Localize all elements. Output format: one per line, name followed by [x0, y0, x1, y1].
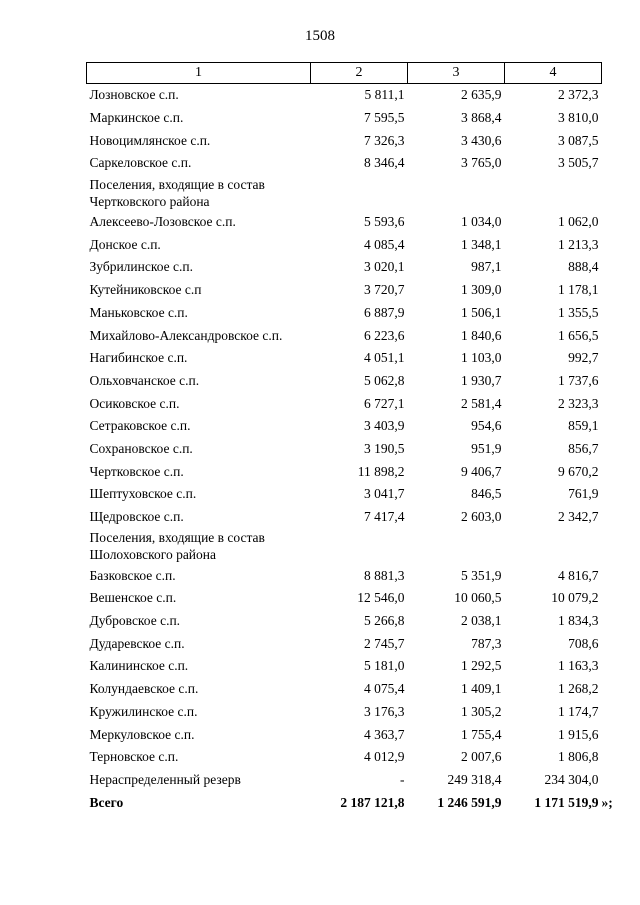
- value-col-3-cell: 1 409,1: [461, 681, 502, 697]
- table-row: [87, 506, 602, 529]
- table-row: [87, 587, 602, 610]
- table-row: [87, 152, 602, 175]
- settlement-name-cell: Маркинское с.п.: [89, 110, 184, 126]
- value-col-3-cell: 3 430,6: [461, 132, 502, 148]
- value-col-4-cell: 2 323,3: [558, 395, 599, 411]
- value-col-3-cell: 2 007,6: [461, 749, 502, 765]
- value-col-2-cell: 6 887,9: [364, 304, 405, 320]
- value-col-4-cell: 1 268,2: [558, 681, 599, 697]
- table-row: [87, 392, 602, 415]
- settlement-name-cell: Алексеево-Лозовское с.п.: [89, 214, 236, 230]
- value-col-2-cell: 4 075,4: [364, 681, 405, 697]
- value-col-3-cell: 2 603,0: [461, 509, 502, 525]
- value-col-2-cell: 3 176,3: [364, 703, 405, 719]
- table-row: [87, 129, 602, 152]
- closing-quote-suffix: »;: [601, 794, 613, 810]
- settlement-name-cell: Вешенское с.п.: [89, 590, 177, 606]
- settlement-name-cell: Терновское с.п.: [89, 749, 179, 765]
- value-col-3-cell: 5 351,9: [461, 567, 502, 583]
- settlement-name-cell: Сетраковское с.п.: [89, 418, 191, 434]
- value-col-3-cell: 3 868,4: [461, 110, 502, 126]
- value-col-2-cell: 12 546,0: [357, 590, 405, 606]
- table-row: [87, 233, 602, 256]
- value-col-4-cell: 1 737,6: [558, 372, 599, 388]
- total-row: [87, 791, 602, 814]
- table-row: [87, 438, 602, 461]
- value-col-2-cell: 3 403,9: [364, 418, 405, 434]
- empty-cell: [311, 175, 408, 211]
- value-col-3-cell: 249 318,4: [447, 771, 502, 787]
- group-header-row: [87, 528, 602, 564]
- table-row: [87, 415, 602, 438]
- table-row: [87, 483, 602, 506]
- column-header-2: 2: [311, 63, 408, 84]
- value-col-2-cell: 5 266,8: [364, 613, 405, 629]
- settlement-name-cell: Колундаевское с.п.: [89, 681, 199, 697]
- value-col-3-cell: 1 305,2: [461, 703, 502, 719]
- value-col-4-cell: 859,1: [568, 418, 599, 434]
- value-col-2-cell: 4 051,1: [364, 350, 405, 366]
- value-col-4-cell: 1 806,8: [558, 749, 599, 765]
- group-header-text: Поселения, входящие в состав Чертковского района: [89, 176, 265, 209]
- value-col-4-cell: 3 505,7: [558, 155, 599, 171]
- value-col-2-cell: 7 417,4: [364, 509, 405, 525]
- value-col-4-cell: 1 174,7: [558, 703, 599, 719]
- value-col-3-cell: 2 038,1: [461, 613, 502, 629]
- value-col-3-cell: 1 103,0: [461, 350, 502, 366]
- value-col-4-cell: 708,6: [568, 635, 599, 651]
- table-row: [87, 723, 602, 746]
- value-col-2-cell: 7 326,3: [364, 132, 405, 148]
- page-number: 1508: [305, 28, 335, 44]
- value-col-3-cell: 1 840,6: [461, 327, 502, 343]
- empty-cell: [311, 528, 408, 564]
- settlement-name-cell: Сохрановское с.п.: [89, 440, 193, 456]
- value-col-3-cell: 2 581,4: [461, 395, 502, 411]
- header-row: [87, 63, 602, 84]
- column-header-4: 4: [505, 63, 602, 84]
- settlement-name-cell: Осиковское с.п.: [89, 395, 180, 411]
- value-col-3-cell: 10 060,5: [454, 590, 502, 606]
- total-label: Всего: [89, 794, 124, 810]
- value-col-3-cell: 1 292,5: [461, 658, 502, 674]
- settlement-name-cell: Шептуховское с.п.: [89, 486, 197, 502]
- settlement-name-cell: Дубровское с.п.: [89, 613, 181, 629]
- value-col-3-cell: 1 348,1: [461, 236, 502, 252]
- value-col-2-cell: 5 062,8: [364, 372, 405, 388]
- empty-cell: [505, 175, 602, 211]
- value-col-2-cell: 8 881,3: [364, 567, 405, 583]
- table-row: [87, 701, 602, 724]
- settlement-name-cell: Базковское с.п.: [89, 567, 176, 583]
- value-col-3-cell: 1 755,4: [461, 726, 502, 742]
- total-value-col-2: 2 187 121,8: [340, 794, 405, 810]
- table-row: [87, 746, 602, 769]
- table-row: [87, 655, 602, 678]
- settlement-name-cell: Зубрилинское с.п.: [89, 259, 193, 275]
- value-col-2-cell: 5 181,0: [364, 658, 405, 674]
- settlement-name-cell: Чертковское с.п.: [89, 463, 184, 479]
- value-col-3-cell: 987,1: [471, 259, 502, 275]
- budget-table: [86, 62, 613, 814]
- table-row: [87, 107, 602, 130]
- value-col-3-cell: 846,5: [471, 486, 502, 502]
- value-col-4-cell: 10 079,2: [551, 590, 599, 606]
- settlement-name-cell: Калининское с.п.: [89, 658, 189, 674]
- table-row: [87, 211, 602, 234]
- total-value-col-4-cell: [505, 791, 613, 814]
- table-row: [87, 256, 602, 279]
- settlement-name-cell: Маньковское с.п.: [89, 304, 188, 320]
- value-col-2-cell: 6 223,6: [364, 327, 405, 343]
- value-col-3-cell: 1 034,0: [461, 214, 502, 230]
- settlement-name-cell: Кутейниковское с.п: [89, 282, 202, 298]
- value-col-4-cell: 1 915,6: [558, 726, 599, 742]
- column-header-1: 1: [87, 63, 311, 84]
- settlement-name-cell: Кружилинское с.п.: [89, 703, 198, 719]
- settlement-name-cell: Лозновское с.п.: [89, 87, 179, 103]
- value-col-4-cell: 234 304,0: [544, 771, 599, 787]
- value-col-2-cell: -: [400, 771, 405, 787]
- value-col-3-cell: 9 406,7: [461, 463, 502, 479]
- table-row: [87, 769, 602, 792]
- value-col-4-cell: 1 213,3: [558, 236, 599, 252]
- settlement-name-cell: Михайлово-Александровское с.п.: [89, 327, 283, 343]
- table-row: [87, 370, 602, 393]
- value-col-4-cell: 3 810,0: [558, 110, 599, 126]
- value-col-2-cell: 8 346,4: [364, 155, 405, 171]
- value-col-2-cell: 3 190,5: [364, 440, 405, 456]
- value-col-3-cell: 2 635,9: [461, 87, 502, 103]
- value-col-4-cell: 2 342,7: [558, 509, 599, 525]
- table-row: [87, 460, 602, 483]
- table-row: [87, 632, 602, 655]
- value-col-2-cell: 7 595,5: [364, 110, 405, 126]
- total-value-col-3: 1 246 591,9: [437, 794, 502, 810]
- settlement-name-cell: Нагибинское с.п.: [89, 350, 188, 366]
- value-col-3-cell: 1 309,0: [461, 282, 502, 298]
- value-col-2-cell: 5 593,6: [364, 214, 405, 230]
- value-col-4-cell: 761,9: [568, 486, 599, 502]
- table-row: [87, 84, 602, 107]
- value-col-2-cell: 4 012,9: [364, 749, 405, 765]
- value-col-4-cell: 1 178,1: [558, 282, 599, 298]
- group-header-text: Поселения, входящие в состав Шолоховского района: [89, 530, 265, 563]
- value-col-4-cell: 1 355,5: [558, 304, 599, 320]
- value-col-2-cell: 2 745,7: [364, 635, 405, 651]
- value-col-3-cell: 3 765,0: [461, 155, 502, 171]
- settlement-name-cell: Донское с.п.: [89, 236, 161, 252]
- settlement-name-cell: Ольховчанское с.п.: [89, 372, 200, 388]
- table-row: [87, 302, 602, 325]
- value-col-4-cell: 3 087,5: [558, 132, 599, 148]
- value-col-4-cell: 1 834,3: [558, 613, 599, 629]
- value-col-2-cell: 4 363,7: [364, 726, 405, 742]
- value-col-3-cell: 954,6: [471, 418, 502, 434]
- value-col-4-cell: 1 656,5: [558, 327, 599, 343]
- empty-cell: [505, 528, 602, 564]
- table-row: [87, 324, 602, 347]
- empty-cell: [408, 175, 505, 211]
- value-col-4-cell: 856,7: [568, 440, 599, 456]
- table-row: [87, 279, 602, 302]
- value-col-2-cell: 5 811,1: [364, 87, 405, 103]
- settlement-name-cell: Саркеловское с.п.: [89, 155, 192, 171]
- value-col-4-cell: 1 163,3: [558, 658, 599, 674]
- table-row: [87, 610, 602, 633]
- value-col-4-cell: 9 670,2: [558, 463, 599, 479]
- value-col-2-cell: 3 720,7: [364, 282, 405, 298]
- total-value-wrapper: [534, 794, 613, 810]
- value-col-4-cell: 1 062,0: [558, 214, 599, 230]
- value-col-3-cell: 1 930,7: [461, 372, 502, 388]
- table-row: [87, 347, 602, 370]
- value-col-2-cell: 3 041,7: [364, 486, 405, 502]
- value-col-3-cell: 1 506,1: [461, 304, 502, 320]
- value-col-3-cell: 787,3: [471, 635, 502, 651]
- value-col-2-cell: 4 085,4: [364, 236, 405, 252]
- table-row: [87, 678, 602, 701]
- settlement-name-cell: Щедровское с.п.: [89, 509, 184, 525]
- empty-cell: [408, 528, 505, 564]
- column-header-3: 3: [408, 63, 505, 84]
- settlement-name-cell: Новоцимлянское с.п.: [89, 132, 211, 148]
- value-col-4-cell: 888,4: [568, 259, 599, 275]
- settlement-name-cell: Дударевское с.п.: [89, 635, 185, 651]
- value-col-3-cell: 951,9: [471, 440, 502, 456]
- group-header-row: [87, 175, 602, 211]
- table-row: [87, 564, 602, 587]
- value-col-4-cell: 992,7: [568, 350, 599, 366]
- settlement-name-cell: Нераспределенный резерв: [89, 771, 241, 787]
- value-col-4-cell: 2 372,3: [558, 87, 599, 103]
- value-col-2-cell: 3 020,1: [364, 259, 405, 275]
- total-value-col-4: 1 171 519,9: [534, 794, 599, 810]
- value-col-2-cell: 11 898,2: [357, 463, 405, 479]
- settlement-name-cell: Меркуловское с.п.: [89, 726, 195, 742]
- value-col-2-cell: 6 727,1: [364, 395, 405, 411]
- value-col-4-cell: 4 816,7: [558, 567, 599, 583]
